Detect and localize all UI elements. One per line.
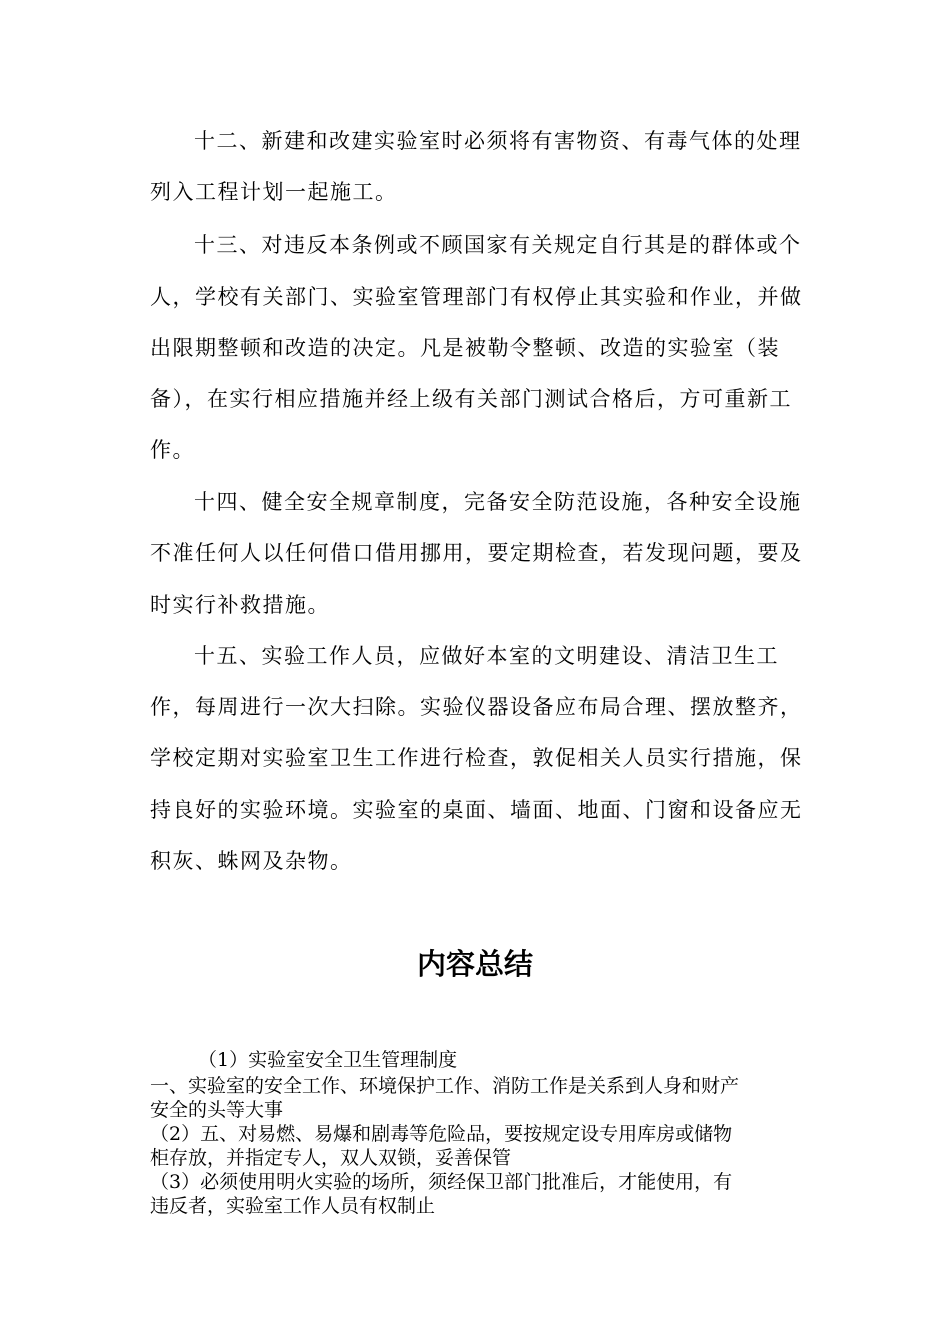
paragraph-line: 持良好的实验环境。实验室的桌面、墙面、地面、门窗和设备应无 xyxy=(150,798,803,822)
summary-title: 内容总结 xyxy=(416,947,533,981)
paragraph-line: 人，学校有关部门、实验室管理部门有权停止其实验和作业，并做 xyxy=(150,285,803,309)
summary-line: 违反者，实验室工作人员有权制止 xyxy=(150,1195,436,1217)
paragraph-line: 作。 xyxy=(150,438,195,462)
paragraph-line: 不准任何人以任何借口借用挪用，要定期检查，若发现问题，要及 xyxy=(150,541,803,565)
summary-line: （2）五、对易燃、易爆和剧毒等危险品，要按规定设专用库房或储物 xyxy=(150,1123,733,1145)
paragraph-line: 十五、实验工作人员，应做好本室的文明建设、清洁卫生工 xyxy=(194,644,779,668)
paragraph-line: 学校定期对实验室卫生工作进行检查，敦促相关人员实行措施，保 xyxy=(150,746,803,770)
summary-line: 一、实验室的安全工作、环境保护工作、消防工作是关系到人身和财产 xyxy=(150,1075,740,1097)
paragraph-line: 十三、对违反本条例或不顾国家有关规定自行其是的群体或个 xyxy=(194,233,802,257)
paragraph-line: 时实行补救措施。 xyxy=(150,593,330,617)
paragraph-line: 十二、新建和改建实验室时必须将有害物资、有毒气体的处理 xyxy=(194,129,802,153)
paragraph-line: 作，每周进行一次大扫除。实验仪器设备应布局合理、摆放整齐， xyxy=(150,695,803,719)
summary-line: 安全的头等大事 xyxy=(150,1099,284,1121)
paragraph-line: 出限期整顿和改造的决定。凡是被勒令整顿、改造的实验室（装 xyxy=(150,336,780,360)
paragraph-line: 备），在实行相应措施并经上级有关部门测试合格后，方可重新工 xyxy=(150,387,792,411)
paragraph-line: 列入工程计划一起施工。 xyxy=(150,180,398,204)
paragraph-line: 十四、健全安全规章制度，完备安全防范设施，各种安全设施 xyxy=(194,490,802,514)
summary-line: 柜存放，并指定专人，双人双锁，妥善保管 xyxy=(150,1147,512,1169)
summary-line: （3）必须使用明火实验的场所，须经保卫部门批准后，才能使用，有 xyxy=(150,1171,733,1193)
summary-line: （1）实验室安全卫生管理制度 xyxy=(198,1049,458,1071)
paragraph-line: 积灰、蛛网及杂物。 xyxy=(150,849,353,873)
